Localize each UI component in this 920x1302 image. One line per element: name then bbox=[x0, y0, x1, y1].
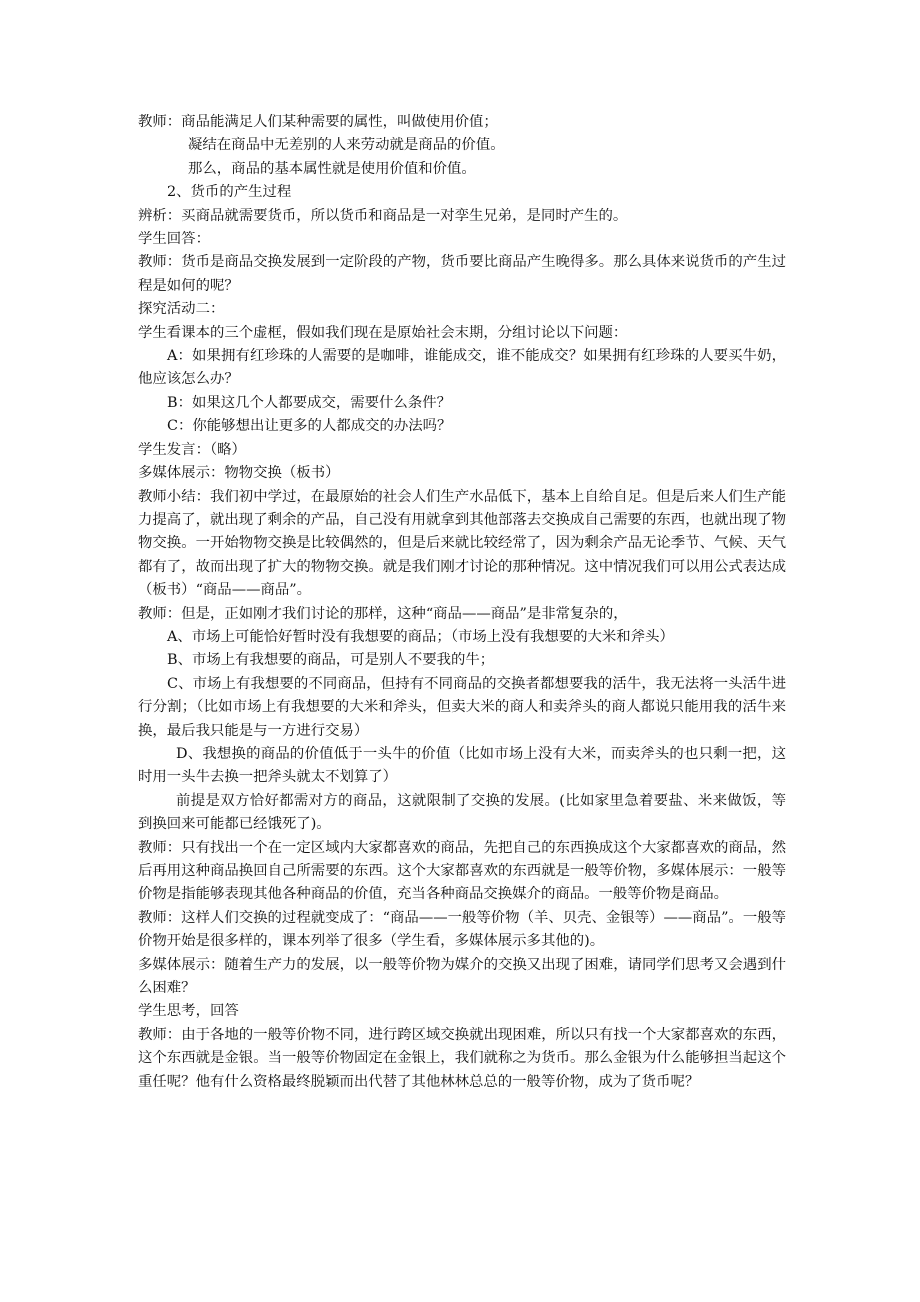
teacher-line-use-value: 教师：商品能满足人们某种需要的属性，叫做使用价值； bbox=[138, 114, 498, 130]
basic-attributes: 那么，商品的基本属性就是使用价值和价值。 bbox=[188, 160, 476, 177]
multimedia-barter: 多媒体展示：物物交换（板书） bbox=[138, 465, 340, 482]
student-think-answer: 学生思考，回答 bbox=[138, 1003, 239, 1020]
question-c: C：你能够想出让更多的人都成交的办法吗？ bbox=[167, 418, 452, 435]
document-body bbox=[138, 111, 786, 1094]
teacher-general-equivalent: 教师：只有找出一个在一定区域内大家都喜欢的商品，先把自己的东西换成这个大家都喜欢的商品，然后再用这种商品换回自己所需要的东西。这个大家都喜欢的东西就是一般等价物，多媒体展示：一般等价物是指能够表现其他各种商品的价值，充当各种商品交换媒介的商品。一般等价物是商品。 bbox=[138, 839, 786, 903]
analysis-statement: 辨析：买商品就需要货币，所以货币和商品是一对孪生兄弟，是同时产生的。 bbox=[138, 207, 628, 224]
multimedia-question: 多媒体展示：随着生产力的发展，以一般等价物为媒介的交换又出现了困难，请同学们思考又会遇到什么困难？ bbox=[138, 956, 786, 997]
teacher-summary: 教师小结：我们初中学过，在最原始的社会人们生产水品低下，基本上自给自足。但是后来人们生产能力提高了，就出现了剩余的产品，自己没有用就拿到其他部落去交换成自己需要的东西，也就出现了物物交换。一开始物物交换是比较偶然的，但是后来就比较经常了，因为剩余产品无论季节、气候、天气都有了，故而出现了扩大的物物交换。就是我们刚才讨论的那种情况。这中情况我们可以用公式表达成（板书）“商品——商品”。 bbox=[138, 488, 786, 599]
teacher-complexity: 教师：但是，正如刚才我们讨论的那样，这种“商品——商品”是非常复杂的， bbox=[138, 605, 628, 622]
teacher-gold-silver: 教师：由于各地的一般等价物不同，进行跨区域交换就出现困难，所以只有找一个大家都喜欢的东西，这个东西就是金银。当一般等价物固定在金银上，我们就称之为货币。那么金银为什么能够担当起这个重任呢？他有什么资格最终脱颖而出代替了其他林林总总的一般等价物，成为了货币呢？ bbox=[138, 1026, 786, 1090]
section-heading-currency-origin: 2、货币的产生过程 bbox=[167, 184, 292, 201]
case-b: B、市场上有我想要的商品，可是别人不要我的牛； bbox=[167, 652, 495, 669]
case-a: A、市场上可能恰好暂时没有我想要的商品；（市场上没有我想要的大米和斧头） bbox=[167, 628, 674, 645]
premise-note: 前提是双方恰好都需对方的商品，这就限制了交换的发展。(比如家里急着要盐、米来做饭，等到换回来可能都已经饿死了)。 bbox=[138, 792, 786, 833]
teacher-exchange-process: 教师：这样人们交换的过程就变成了：“商品——一般等价物（羊、贝壳、金银等）——商品”。一般等价物开始是很多样的，课本列举了很多（学生看，多媒体展示多其他的)。 bbox=[138, 909, 786, 950]
teacher-currency-explanation: 教师：货币是商品交换发展到一定阶段的产物，货币要比商品产生晚得多。那么具体来说货币的产生过程是如何的呢？ bbox=[138, 254, 786, 294]
case-d: D、我想换的商品的价值低于一头牛的价值（比如市场上没有大米，而卖斧头的也只剩一把，这时用一头牛去换一把斧头就太不划算了） bbox=[138, 745, 786, 786]
case-c: C、市场上有我想要的不同商品，但持有不同商品的交换者都想要我的活牛，我无法将一头活牛进行分割；（比如市场上有我想要的大米和斧头，但卖大米的商人和卖斧头的商人都说只能用我的活牛来换，最后我只能是与一方进行交易） bbox=[138, 675, 786, 739]
activity-two-heading: 探究活动二： bbox=[138, 301, 225, 318]
value-definition: 凝结在商品中无差别的人来劳动就是商品的价值。 bbox=[188, 137, 505, 154]
question-a: A：如果拥有红珍珠的人需要的是咖啡，谁能成交，谁不能成交？如果拥有红珍珠的人要买牛奶，他应该怎么办？ bbox=[138, 348, 786, 388]
activity-two-instructions: 学生看课本的三个虚框，假如我们现在是原始社会末期，分组讨论以下问题： bbox=[138, 324, 628, 341]
question-b: B：如果这几个人都要成交，需要什么条件？ bbox=[167, 394, 451, 411]
student-speech: 学生发言：（略） bbox=[138, 441, 246, 458]
student-answer-label: 学生回答： bbox=[138, 231, 210, 248]
